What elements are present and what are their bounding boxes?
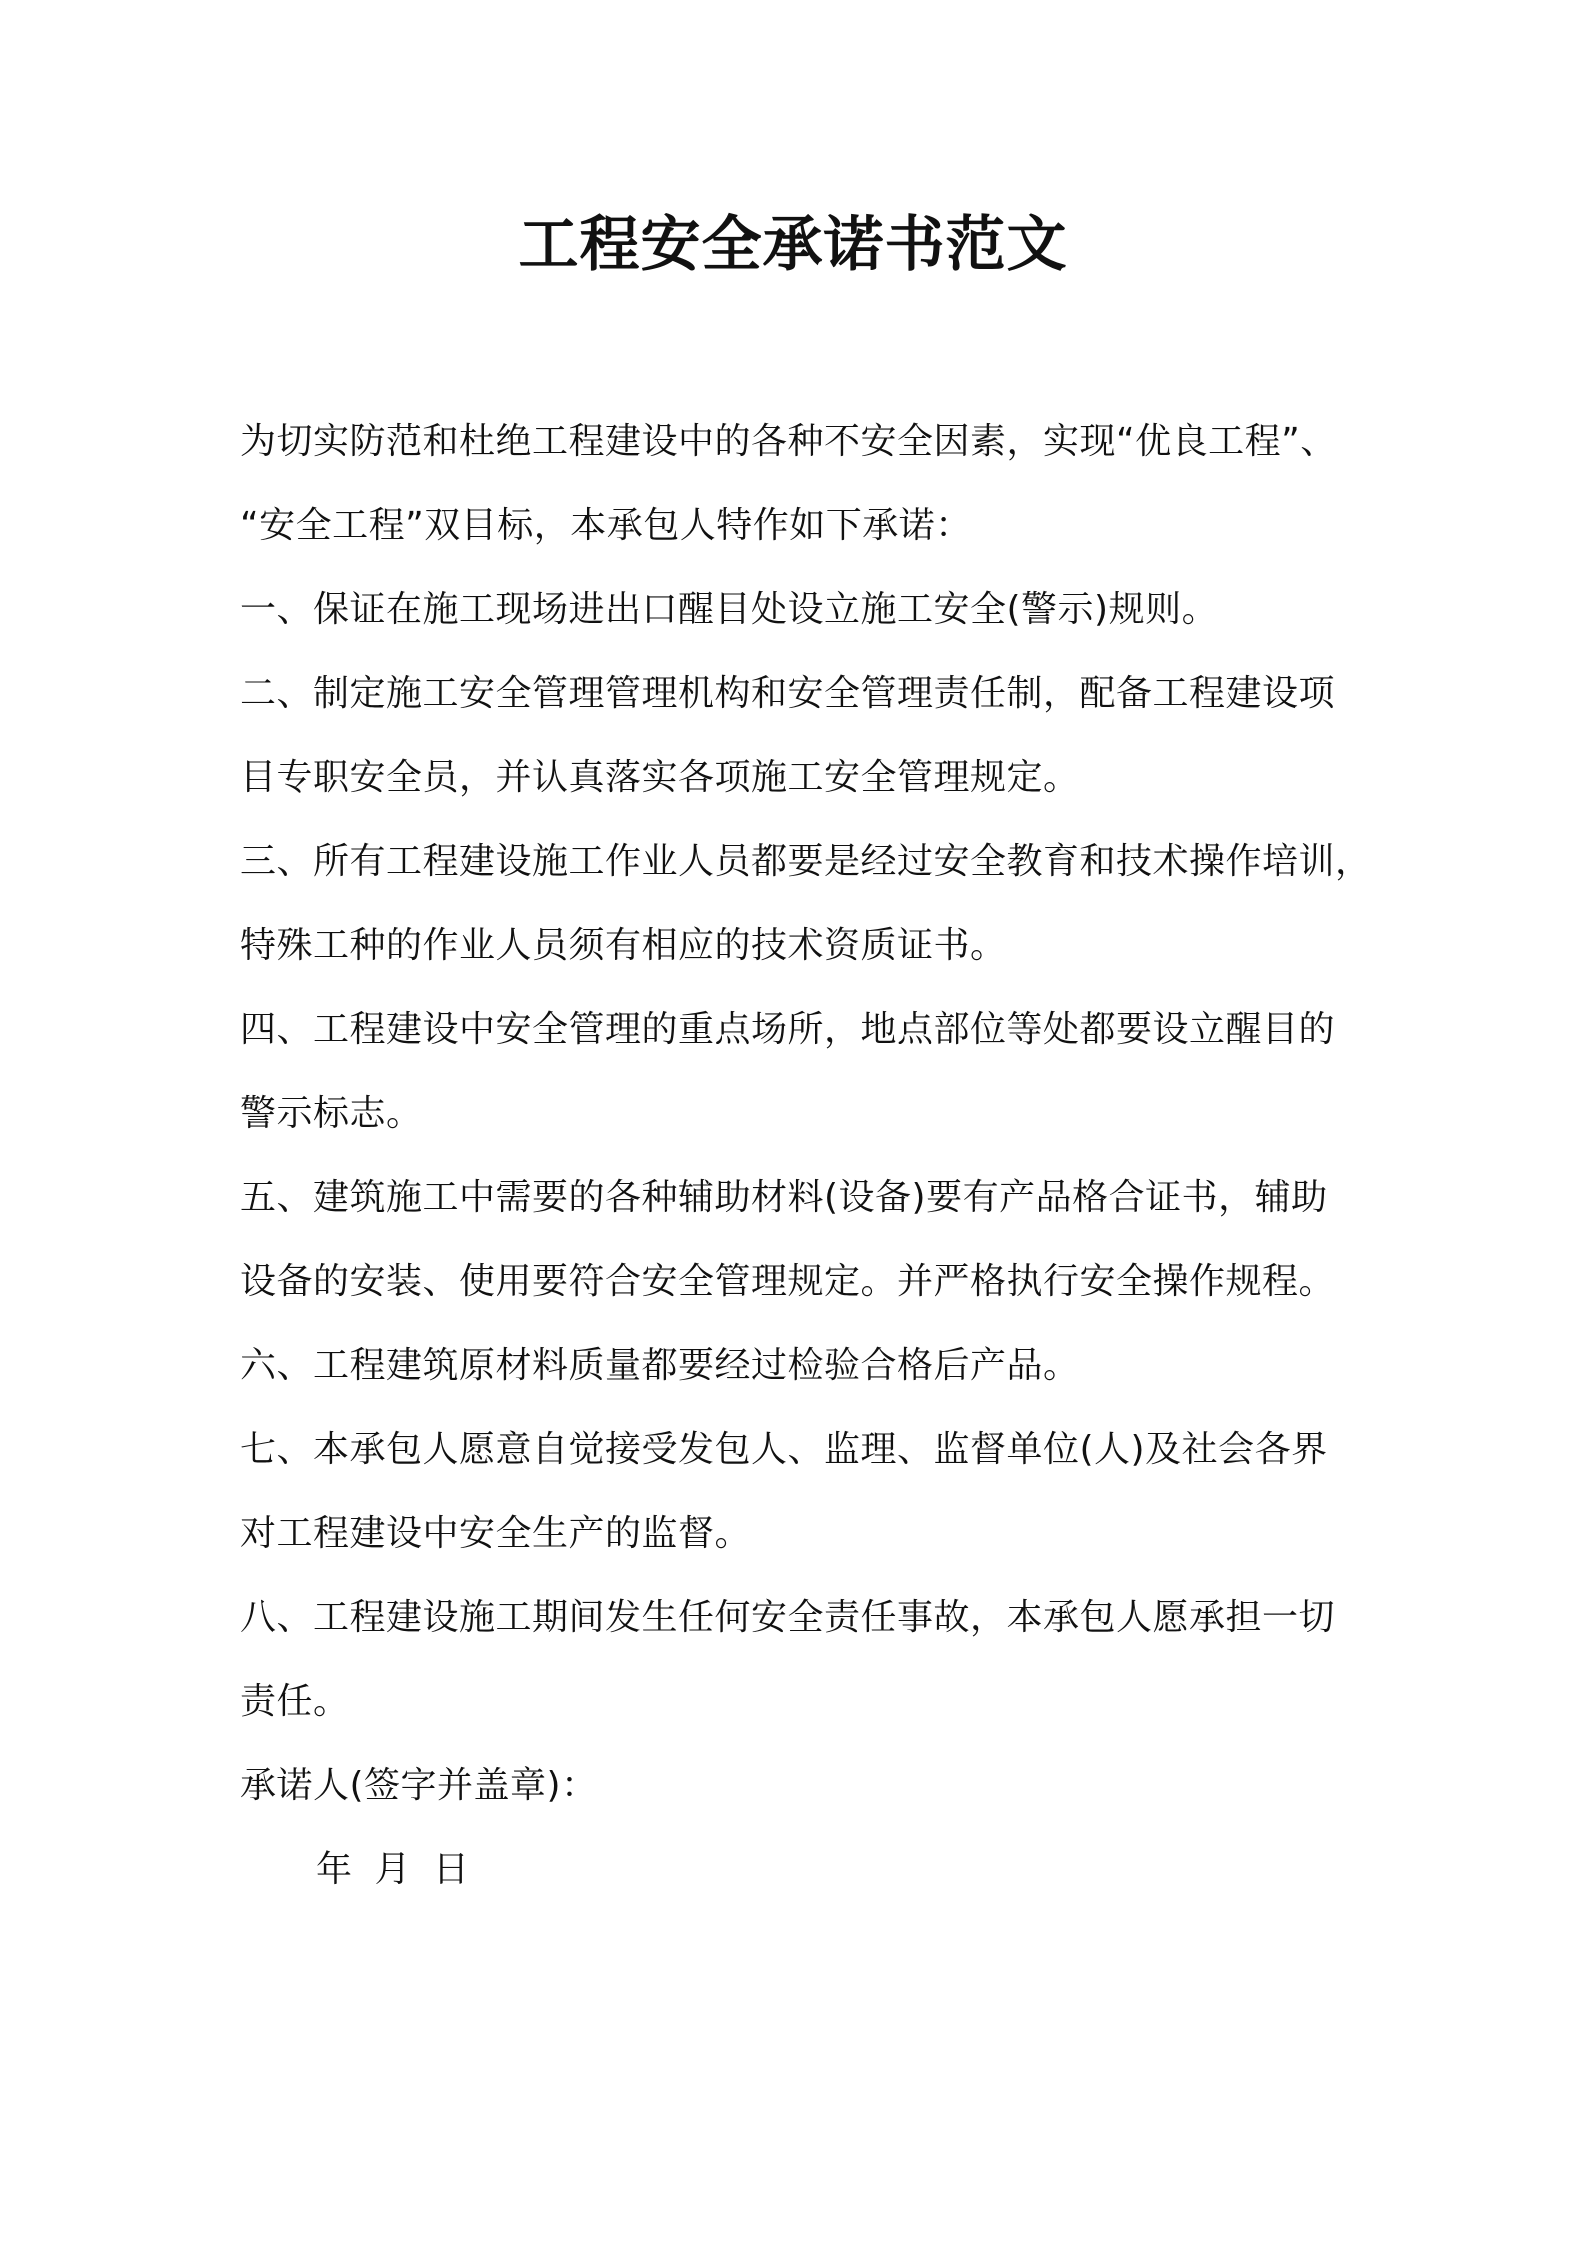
body-line: 二、制定施工安全管理管理机构和安全管理责任制，配备工程建设项 bbox=[240, 673, 1336, 714]
body-line: 五、建筑施工中需要的各种辅助材料(设备)要有产品格合证书，辅助 bbox=[240, 1177, 1328, 1218]
body-line: 对工程建设中安全生产的监督。 bbox=[240, 1513, 752, 1554]
document-body bbox=[240, 400, 1380, 1912]
body-line: 特殊工种的作业人员须有相应的技术资质证书。 bbox=[240, 925, 1007, 966]
date-line bbox=[240, 1828, 1380, 1912]
body-line: “安全工程”双目标，本承包人特作如下承诺： bbox=[240, 505, 972, 546]
date-month: 月 bbox=[374, 1849, 412, 1890]
body-line: 一、保证在施工现场进出口醒目处设立施工安全(警示)规则。 bbox=[240, 589, 1219, 630]
body-line: 为切实防范和杜绝工程建设中的各种不安全因素，实现“优良工程”、 bbox=[240, 421, 1337, 462]
body-line: 三、所有工程建设施工作业人员都要是经过安全教育和技术操作培训， bbox=[240, 841, 1372, 882]
body-line: 四、工程建设中安全管理的重点场所，地点部位等处都要设立醒目的 bbox=[240, 1009, 1336, 1050]
body-line: 八、工程建设施工期间发生任何安全责任事故，本承包人愿承担一切 bbox=[240, 1597, 1336, 1638]
body-line: 设备的安装、使用要符合安全管理规定。并严格执行安全操作规程。 bbox=[240, 1261, 1336, 1302]
body-line: 警示标志。 bbox=[240, 1093, 423, 1134]
body-line: 七、本承包人愿意自觉接受发包人、监理、监督单位(人)及社会各界 bbox=[240, 1429, 1328, 1470]
document-title: 工程安全承诺书范文 bbox=[518, 210, 1068, 280]
date-year: 年 bbox=[316, 1849, 353, 1890]
signatory-line: 承诺人(签字并盖章)： bbox=[240, 1765, 598, 1806]
body-line: 六、工程建筑原材料质量都要经过检验合格后产品。 bbox=[240, 1345, 1080, 1386]
body-line: 目专职安全员，并认真落实各项施工安全管理规定。 bbox=[240, 757, 1080, 798]
date-day: 日 bbox=[433, 1849, 470, 1890]
body-line: 责任。 bbox=[240, 1681, 350, 1722]
